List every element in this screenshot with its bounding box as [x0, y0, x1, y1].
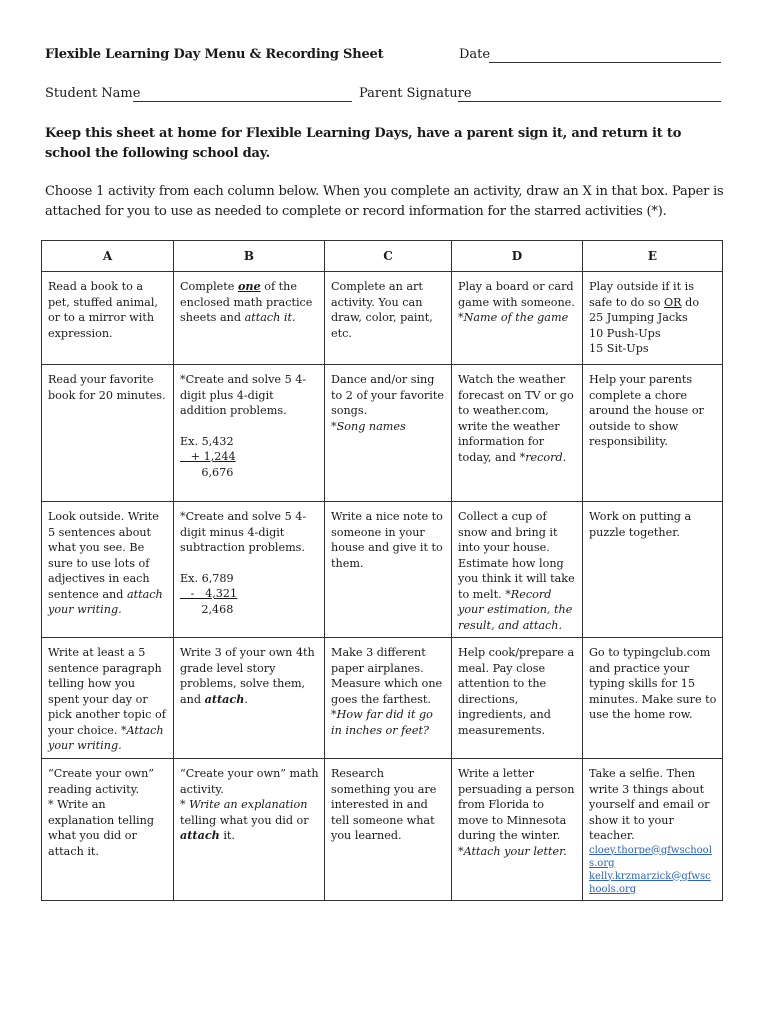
activity-emphasis: attach — [180, 828, 220, 842]
activity-text: Work on putting a puzzle together. — [589, 510, 692, 539]
activity-text: Research something you are interested in and tell someone what you learned. — [331, 767, 437, 842]
activity-cell-d4[interactable] — [452, 638, 583, 759]
activity-text: “Create your own” reading activity. — [48, 767, 154, 796]
exercise-line: 10 Push-Ups — [589, 326, 661, 340]
activity-text: Write 3 of your own 4th grade level story problems, solve them, and — [180, 646, 315, 706]
table-row — [42, 365, 723, 502]
activity-emphasis: *Name of the game — [458, 311, 569, 324]
activity-cell-a5[interactable] — [42, 759, 174, 901]
activity-cell-b4[interactable] — [174, 638, 325, 759]
table-header-row — [42, 241, 723, 272]
math-example: 2,468 — [180, 602, 234, 616]
student-name-label: Student Name — [45, 86, 141, 101]
activity-menu-table — [41, 240, 723, 901]
activity-text: Make 3 different paper airplanes. Measure which one goes the farthest. — [331, 646, 443, 706]
date-label: Date — [459, 47, 491, 62]
activity-text: *Create and solve 5 4-digit minus 4-digit subtraction problems. — [180, 510, 307, 554]
activity-emphasis: Attach your writing. — [48, 723, 164, 752]
activity-emphasis: one — [237, 279, 261, 293]
column-header-d: D — [452, 241, 583, 272]
teacher-email-link[interactable]: kelly.krzmarzick@gfwschools.org — [589, 870, 711, 895]
activity-text: Go to typingclub.com and practice your typing skills for 15 minutes. Make sure to use the home row. — [589, 646, 717, 721]
math-example: - 4,321 — [180, 587, 238, 600]
activity-cell-b2[interactable] — [174, 365, 325, 502]
activity-text: Read a book to a pet, stuffed animal, or to a mirror with expression. — [48, 280, 158, 340]
date-field[interactable] — [489, 62, 721, 63]
math-example: Ex. 5,432 — [180, 434, 234, 448]
activity-text: Play outside if it is safe to do so — [589, 280, 694, 309]
exercise-line: 15 Sit-Ups — [589, 342, 649, 355]
activity-emphasis: OR — [664, 295, 682, 309]
activity-emphasis: attach it. — [244, 311, 296, 324]
activity-cell-e2[interactable] — [583, 365, 723, 502]
activity-cell-b3[interactable] — [174, 502, 325, 638]
activity-cell-a3[interactable] — [42, 502, 174, 638]
activity-text: Write a letter persuading a person from Florida to move to Minnesota during the winter. * — [458, 767, 575, 858]
activity-emphasis: attach — [204, 691, 245, 706]
activity-cell-b5[interactable] — [174, 759, 325, 901]
activity-cell-d3[interactable] — [452, 502, 583, 638]
page-title: Flexible Learning Day Menu & Recording Sheet — [45, 47, 384, 62]
activity-text: Look outside. Write 5 sentences about what you see. Be sure to use lots of adjectives in each sentence and — [48, 510, 159, 601]
activity-cell-d1[interactable] — [452, 272, 583, 365]
column-header-a: A — [42, 241, 174, 272]
table-row — [42, 759, 723, 901]
instructions-text: Choose 1 activity from each column below. When you complete an activity, draw an X in that box. Paper is attached for you to use as needed to complete or record information for the starred activities (*). — [45, 184, 724, 219]
activity-text: do — [681, 295, 700, 309]
activity-emphasis: Record your estimation, the result, and attach. — [458, 587, 573, 632]
math-example: 6,676 — [180, 465, 234, 479]
activity-text: Play a board or card game with someone. — [458, 280, 575, 309]
activity-emphasis: *Song names — [331, 419, 406, 433]
teacher-email-link[interactable]: cloey.thorpe@gfwschools.org — [589, 844, 712, 869]
activity-text: of the enclosed math practice sheets and — [180, 280, 313, 324]
activity-text: Help cook/prepare a meal. Pay close attention to the directions, ingredients, and measurements. — [458, 646, 575, 737]
activity-emphasis: * Write an explanation — [180, 798, 308, 811]
activity-text: it. — [219, 829, 235, 842]
activity-text: “Create your own” math activity. — [180, 767, 319, 796]
activity-emphasis: *How far did it go in inches or feet? — [331, 708, 433, 737]
activity-cell-b1[interactable] — [174, 272, 325, 365]
activity-text: Watch the weather forecast on TV or go to weather.com, write the weather information for today, and * — [458, 373, 574, 464]
column-header-e: E — [583, 241, 723, 272]
activity-cell-d5[interactable] — [452, 759, 583, 901]
activity-text: Collect a cup of snow and bring it into your house. Estimate how long you think it will take to melt. * — [458, 510, 575, 601]
activity-text: Take a selfie. Then write 3 things about yourself and email or show it to your teacher. — [589, 767, 710, 842]
activity-cell-a2[interactable] — [42, 365, 174, 502]
column-header-b: B — [174, 241, 325, 272]
activity-text: Complete an art activity. You can draw, color, paint, etc. — [331, 280, 433, 340]
activity-cell-e4[interactable] — [583, 638, 723, 759]
activity-cell-a4[interactable] — [42, 638, 174, 759]
activity-text: Read your favorite book for 20 minutes. — [48, 373, 166, 402]
exercise-line: 25 Jumping Jacks — [589, 311, 688, 324]
activity-cell-e5[interactable] — [583, 759, 723, 901]
activity-cell-c1[interactable] — [325, 272, 452, 365]
column-header-c: C — [325, 241, 452, 272]
instructions-bold: Keep this sheet at home for Flexible Learning Days, have a parent sign it, and return it to school the following school day. — [45, 126, 682, 161]
activity-cell-a1[interactable] — [42, 272, 174, 365]
activity-text: Write at least a 5 sentence paragraph telling how you spent your day or pick another topic of your choice. * — [48, 646, 166, 737]
activity-text: Write a nice note to someone in your house and give it to them. — [331, 510, 443, 570]
activity-text: telling what you did or — [180, 813, 309, 827]
activity-cell-e3[interactable] — [583, 502, 723, 638]
activity-cell-d2[interactable] — [452, 365, 583, 502]
student-name-field[interactable] — [133, 101, 352, 102]
activity-text: Complete — [180, 280, 238, 293]
parent-signature-label: Parent Signature — [359, 86, 472, 101]
activity-cell-c3[interactable] — [325, 502, 452, 638]
table-row — [42, 502, 723, 638]
activity-cell-e1[interactable] — [583, 272, 723, 365]
activity-emphasis: attach your writing. — [48, 587, 163, 616]
math-example: Ex. 6,789 — [180, 571, 234, 585]
table-row — [42, 272, 723, 365]
activity-text: Dance and/or sing to 2 of your favorite songs. — [331, 373, 444, 417]
activity-cell-c4[interactable] — [325, 638, 452, 759]
table-row — [42, 638, 723, 759]
activity-cell-c2[interactable] — [325, 365, 452, 502]
activity-text: Help your parents complete a chore around the house or outside to show responsibility. — [589, 373, 704, 448]
activity-cell-c5[interactable] — [325, 759, 452, 901]
math-example: + 1,244 — [180, 450, 236, 463]
activity-emphasis: Attach your letter. — [463, 844, 567, 858]
activity-text: *Create and solve 5 4-digit plus 4-digit addition problems. — [180, 373, 307, 417]
parent-signature-field[interactable] — [458, 101, 721, 102]
activity-emphasis: record. — [525, 450, 567, 464]
activity-text: . — [244, 692, 248, 706]
activity-text: * Write an explanation telling what you did or attach it. — [48, 798, 155, 858]
